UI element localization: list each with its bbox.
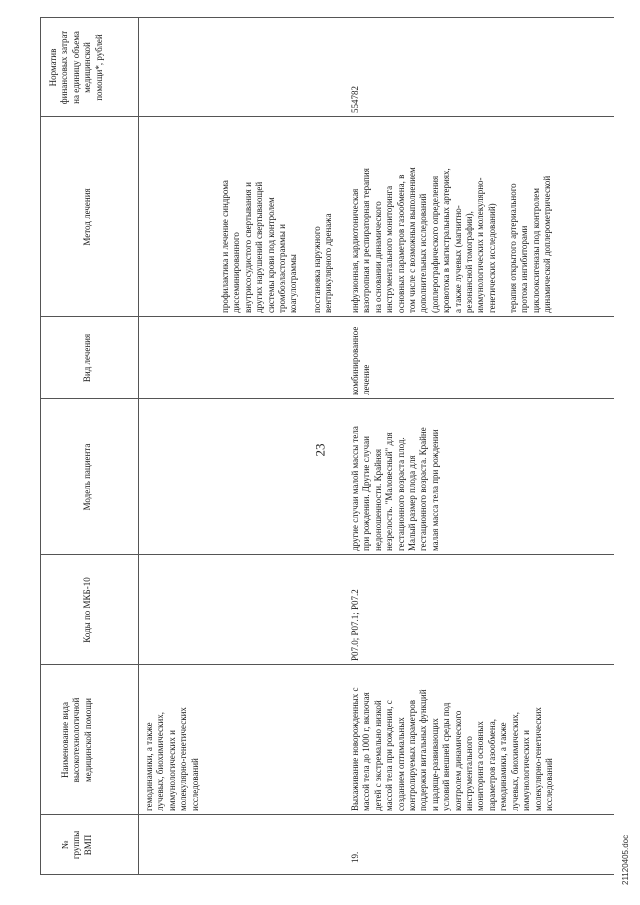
rule: [40, 398, 614, 399]
header-codes: Коды по МКБ-10: [82, 577, 92, 643]
cont-name: гемодинамики, а также лучевых, биохимических, иммунологических и молекулярно-генетических исследований: [144, 707, 200, 811]
row-19-number: 19.: [350, 851, 360, 863]
rule: [40, 18, 41, 875]
row-19-kind: комбинированное лечение: [350, 326, 372, 395]
header-name: Наименование вида высокотехнологичной медицинской помощи: [60, 697, 93, 783]
row-19-method-2: терапия открытого артериального протока ингибиторами циклооксигеназы под контролем динамической доплерометрической: [508, 175, 553, 313]
rule: [40, 874, 614, 875]
row-19-method: инфузионная, кардиотоническая вазотропная и респираторная терапия на основании динамического инструментального мониторинга основных параметров газообмена, в том числе с возможным выполнением дополнительных исследований (доплерографического определения кровотока в магистральных артериях, а также лучевых (магнитно- резонансной томографии), иммунологических и молекулярно- генетических исследований): [350, 167, 497, 313]
footer-filename: 21120405.doc: [621, 834, 630, 885]
rule: [40, 814, 614, 815]
page-number: 23: [312, 443, 328, 457]
row-19-norm: 554782: [350, 86, 360, 113]
row-19-codes: P07.0; P07.1; P07.2: [350, 589, 360, 661]
cont-method-2: постановка наружного вентрикулярного дренажа: [312, 213, 334, 313]
rule: [40, 316, 614, 317]
header-model: Модель пациента: [82, 443, 92, 511]
header-group: № группы ВМП: [60, 830, 93, 860]
header-kind: Вид лечения: [82, 333, 92, 383]
header-norm: Норматив финансовых затрат на единицу объема медицинской помощи*, рублей: [48, 30, 104, 105]
cont-method: профилактика и лечение синдрома диссеминированного внутрисосудистого свертывания и других нарушений свертывающей системы крови под контролем тромбоэластограммы и коагулограммы: [220, 180, 299, 313]
rule: [40, 664, 614, 665]
rule: [138, 18, 139, 875]
rule: [40, 17, 614, 18]
row-19-model: другие случаи малой массы тела при рождении. Другие случаи недоношенности. Крайняя незрелость. "Маловесный" для гестационного возраста плод. Малый размер плода для гестационного возраста. Крайне малая масса тела при рождении: [350, 426, 440, 551]
rule: [40, 554, 614, 555]
row-19-name: Выхаживание новорожденных с массой тела до 1000 г, включая детей с экстремально низкой массой тела при рождении, с созданием оптимальных контролируемых параметров поддержки витальных функций и щадяще-развивающих условий внешней среды под контролем динамического инструментального мониторинга основных параметров газообмена, гемодинамики, а также лучевых, биохимических, иммунологических и молекулярно-генетических исследований: [350, 687, 554, 811]
rule: [40, 116, 614, 117]
header-method: Метод лечения: [82, 188, 92, 246]
